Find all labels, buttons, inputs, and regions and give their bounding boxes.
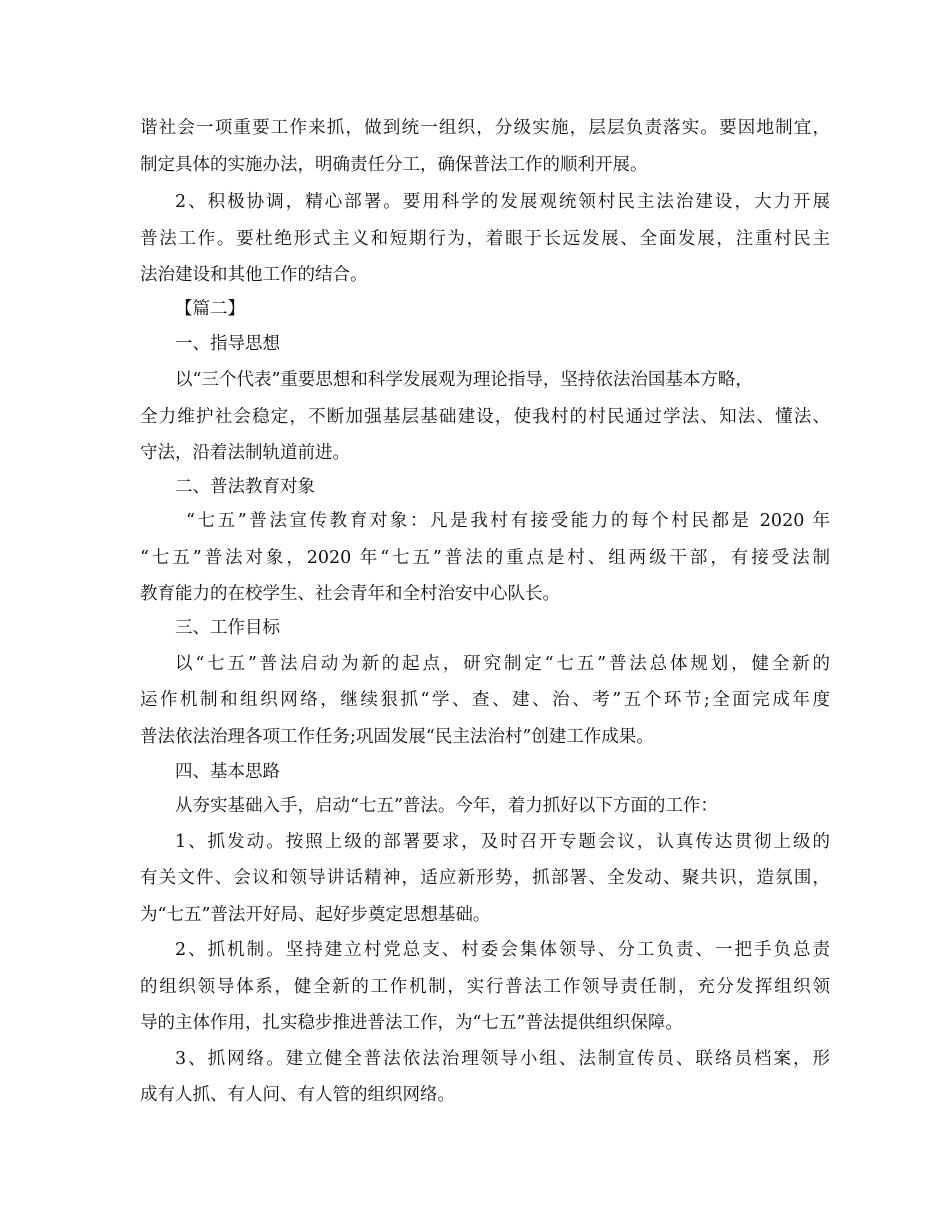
section-heading: 三、工作目标 [175,618,280,638]
text-line: 守法，沿着法制轨道前进。 [140,443,350,463]
text-line: 为“七五”普法开好局、起好步奠定思想基础。 [140,905,491,925]
section-heading: 四、基本思路 [175,762,280,782]
text-line: 2、积极协调，精心部署。要用科学的发展观统领村民主法治建设，大力开展 [175,192,830,212]
text-line: 运作机制和组织网络，继续狠抓“学、查、建、治、考”五个环节;全面完成年度 [140,690,830,710]
text-line: 导的主体作用，扎实稳步推进普法工作，为“七五”普法提供组织保障。 [140,1013,683,1033]
text-line: 普法依法治理各项工作任务;巩固发展“民主法治村”创建工作成果。 [140,727,654,747]
text-line: 有关文件、会议和领导讲话精神，适应新形势，抓部署、全发动、聚共识，造氛围， [140,868,830,888]
text-line: 普法工作。要杜绝形式主义和短期行为，着眼于长远发展、全面发展，注重村民主 [140,229,830,249]
text-line: 2、抓机制。坚持建立村党总支、村委会集体领导、分工负责、一把手负总责 [175,940,830,960]
text-line: 成有人抓、有人问、有人管的组织网络。 [140,1085,455,1105]
text-line: 以“三个代表”重要思想和科学发展观为理论指导，坚持依法治国基本方略， [175,370,753,390]
section-heading: 一、指导思想 [175,334,280,354]
text-line: 1、抓发动。按照上级的部署要求，及时召开专题会议，认真传达贯彻上级的 [175,832,830,852]
text-line: 制定具体的实施办法，明确责任分工，确保普法工作的顺利开展。 [140,155,648,175]
text-line: 谐社会一项重要工作来抓，做到统一组织，分级实施，层层负责落实。要因地制宜， [140,118,830,138]
text-line: 从夯实基础入手，启动“七五”普法。今年，着力抓好以下方面的工作： [175,796,718,816]
text-line: 以“七五”普法启动为新的起点，研究制定“七五”普法总体规划，健全新的 [175,654,830,674]
text-line: 法治建设和其他工作的结合。 [140,265,368,285]
section-heading: 【篇二】 [175,299,245,319]
text-line: 的组织领导体系，健全新的工作机制，实行普法工作领导责任制，充分发挥组织领 [140,977,830,997]
text-line: 全力维护社会稳定，不断加强基层基础建设，使我村的村民通过学法、知法、懂法、 [140,407,830,427]
text-line: “七五”普法对象，2020 年“七五”普法的重点是村、组两级干部，有接受法制 [140,548,830,568]
text-line: 教育能力的在校学生、社会青年和全村治安中心队长。 [140,584,560,604]
text-line: “七五”普法宣传教育对象：凡是我村有接受能力的每个村民都是 2020 年 [186,511,830,531]
text-line: 3、抓网络。建立健全普法依法治理领导小组、法制宣传员、联络员档案，形 [175,1049,830,1069]
section-heading: 二、普法教育对象 [175,477,315,497]
